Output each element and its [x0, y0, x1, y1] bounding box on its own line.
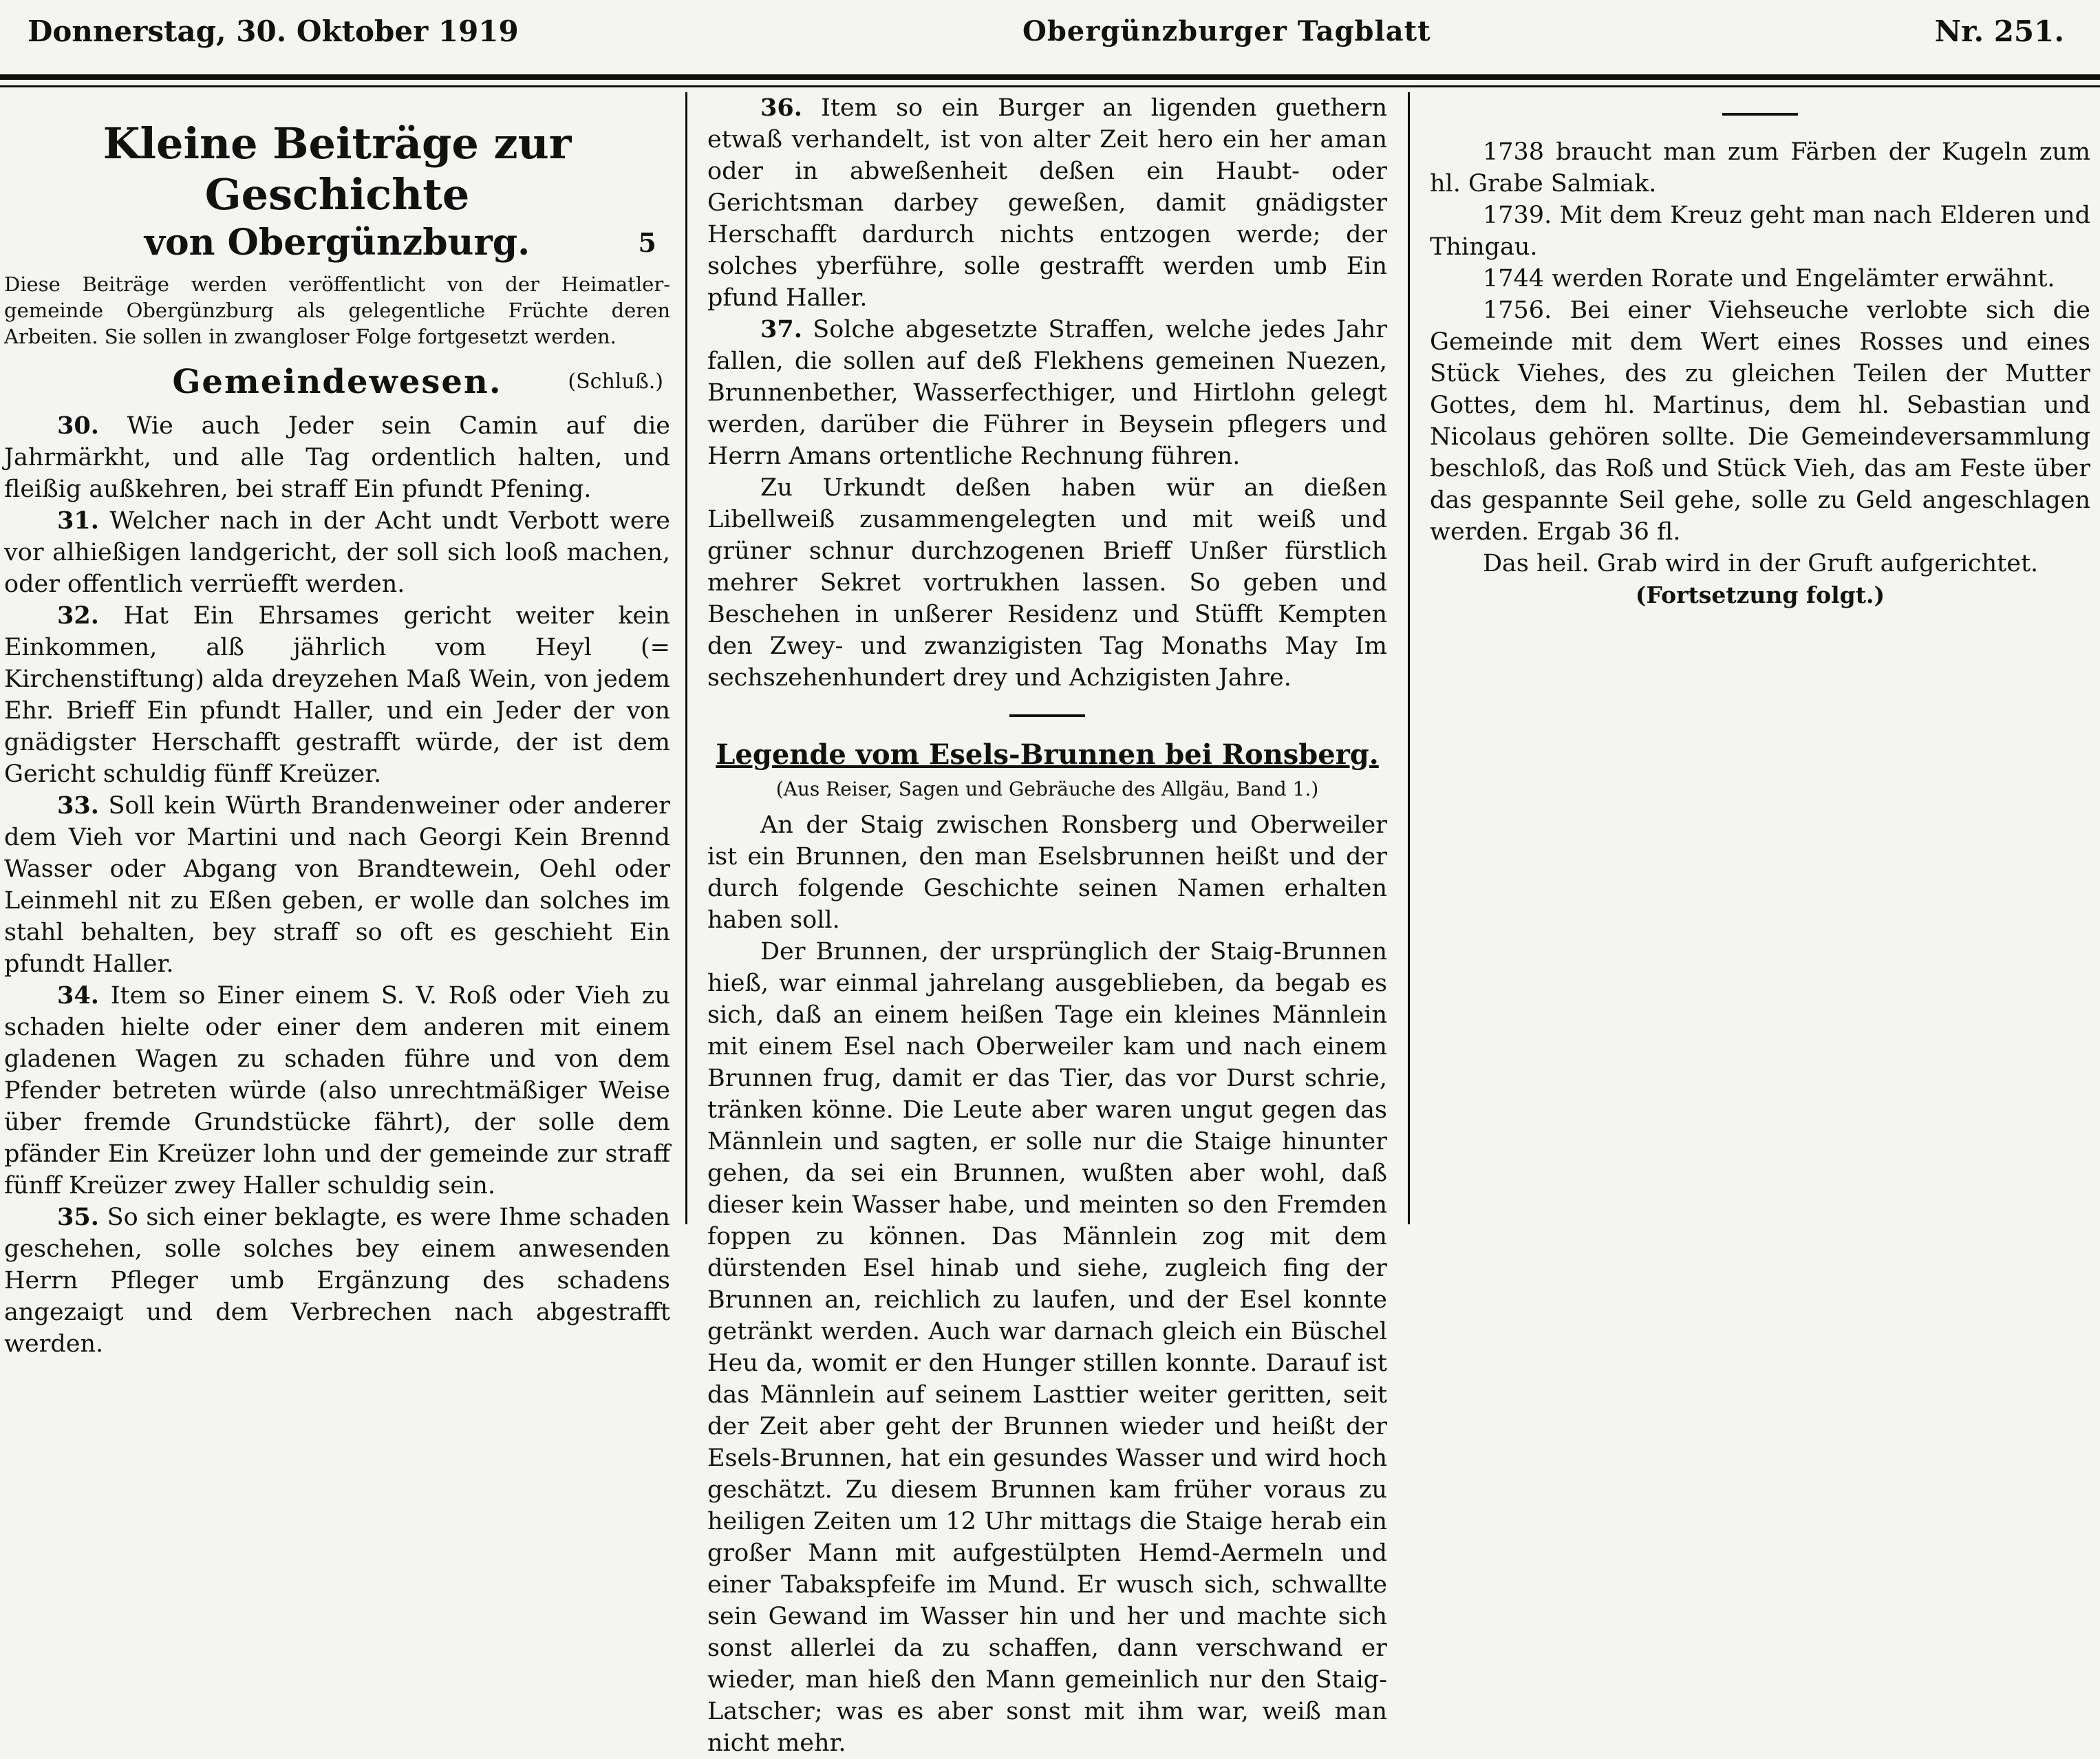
paragraph-text: Hat Ein Ehrsames gericht weiter kein Einkommen, alß jährlich vom Heyl (= Kirchenstiftung) alda dreyzehen Maß Wein, von jedem Ehr. Brieff Ein pfundt Haller, und ein Jeder der von gnädigster Herschafft gestrafft würde, der ist dem Gericht schuldig fünff Kreüzer. [4, 602, 670, 788]
masthead-issue-number: Nr. 251. [1934, 14, 2064, 48]
article-paragraph [4, 980, 670, 1202]
article-paragraph [707, 92, 1387, 314]
section-heading-row [4, 363, 670, 401]
masthead-rule-thin [0, 85, 2100, 87]
article-paragraph [4, 410, 670, 505]
column-1 [4, 92, 670, 1358]
paragraph-number: 37. [760, 315, 802, 343]
masthead [28, 7, 2064, 55]
chronicle-entry: 1756. Bei einer Viehseuche verlobte sich die Gemeinde mit dem Wert eines Rosses und eines Stück Viehes, des zu gleichen Teilen der Mutter Gottes, dem hl. Martinus, dem hl. Sebastian und Nicolaus gehören sollte. Die Gemeindeversammlung beschloß, das Roß und Stück Vieh, das am Feste über das gespannte Seil gehe, solle zu Geld angeschlagen werden. Ergab 36 fl. [1430, 297, 2090, 546]
chronicle-entry: 1738 braucht man zum Färben der Kugeln zum hl. Grabe Salmiak. [1430, 138, 2090, 198]
article-paragraph [4, 505, 670, 600]
paragraph-text: Item so Einer einem S. V. Roß oder Vieh zu schaden hielte oder einer dem anderen mit einem gladenen Wagen zu schaden führe und von dem Pfender betreten würde (also unrechtmäßiger Weise über fremde Grundstücke fährt), der solle dem pfänder Ein Kreüzer lohn und der gemeinde zur straff fünff Kreüzer zwey Haller schuldig sein. [4, 982, 670, 1200]
paragraph-number: 32. [57, 601, 99, 630]
paragraph-text: Zu Urkundt deßen haben wür an dießen Libellweiß zusammengelegten und mit weiß und grüner schnur durchzogenen Brieff Unßer fürstlich mehrer Sekret vortrukhen lassen. So geben und Beschehen in unßerer Residenz und Stüfft Kempten den Zwey- und zwanzigisten Tag Monaths May Im sechszehenhundert drey und Achzigisten Jahre. [707, 474, 1387, 692]
article-intro: Diese Beiträge werden veröffentlicht von der Heimatler-gemeinde Obergünzburg als gelegentliche Früchte deren Arbeiten. Sie sollen in zwangloser Folge fortgesetzt werden. [4, 273, 670, 348]
section-title: Gemeindewesen. [172, 363, 502, 401]
masthead-rule-thick [0, 74, 2100, 80]
paragraph-number: 35. [57, 1203, 99, 1231]
paragraph-text: Wie auch Jeder sein Camin auf die Jahrmärkht, und alle Tag ordentlich halten, und fleißig außkehren, bei straff Ein pfundt Pfening. [4, 412, 670, 503]
column-divider [685, 92, 687, 1224]
article-paragraph [4, 1202, 670, 1360]
column-2 [707, 92, 1387, 1757]
article-part-number: 5 [638, 227, 656, 258]
article-title: Kleine Beiträge zur Geschichte [103, 118, 572, 220]
paragraph-number: 36. [760, 94, 802, 122]
paragraph-number: 33. [57, 791, 99, 820]
paragraph-number: 31. [57, 507, 99, 535]
masthead-paper-name: Obergünzburger Tagblatt [1022, 14, 1431, 47]
legend-title: Legende vom Esels-Brunnen bei Ronsberg. [716, 738, 1379, 771]
article-closing-paragraph [707, 472, 1387, 694]
article-paragraph [4, 790, 670, 980]
paragraph-number: 30. [57, 412, 99, 440]
column-divider [1408, 92, 1410, 1224]
paragraph-text: Welcher nach in der Acht undt Verbott were vor alhießigen landgericht, der soll sich looß machen, oder offentlich verrüefft werden. [4, 507, 670, 598]
article-paragraph [4, 600, 670, 790]
legend-paragraph: Der Brunnen, der ursprünglich der Staig-Brunnen hieß, war einmal jahrelang ausgeblieben, da begab es sich, daß an einem heißen Tage ein kleines Männlein mit einem Esel nach Oberweiler kam und nach einem Brunnen frug, damit er das Tier, das vor Durst schrie, tränken könne. Die Leute aber waren ungut gegen das Männlein und sagten, er solle nur die Staige hinunter gehen, da sei ein Brunnen, wußten aber wohl, daß dieser kein Wasser habe, und meinten so den Fremden foppen zu können. Das Männlein zog mit dem dürstenden Esel hinab und siehe, zugleich fing der Brunnen an, reichlich zu laufen, und der Esel konnte getränkt werden. Auch war darnach gleich ein Büschel Heu da, womit er den Hunger stillen konnte. Darauf ist das Männlein auf seinem Lasttier weiter geritten, seit der Zeit aber geht der Brunnen wieder und heißt der Esels-Brunnen, hat ein gesundes Wasser und wird hoch geschätzt. Zu diesem Brunnen kam früher voraus zu heiligen Zeiten um 12 Uhr mittags die Staige herab ein großer Mann mit aufgestülpten Hemd-Aermeln und einer Tabakspfeife im Mund. Er wusch sich, schwallte sein Gewand im Wasser hin und her und machte sich sonst allerlei da zu schaffen, dann verschwand er wieder, man hieß den Mann gemeinlich nur den Staig-Latscher; was es aber sonst mit ihm war, weiß man nicht mehr. [707, 938, 1387, 1757]
chronicle-entry: 1739. Mit dem Kreuz geht man nach Elderen und Thingau. [1430, 202, 2090, 261]
continuation-note: (Fortsetzung folgt.) [1635, 582, 1885, 608]
section-separator [1009, 714, 1085, 717]
paragraph-text: So sich einer beklagte, es were Ihme schaden geschehen, solle solches bey einem anwesenden Herrn Pfleger umb Ergänzung des schadens angezaigt und dem Verbrechen nach abgestrafft werden. [4, 1204, 670, 1358]
paragraph-text: Solche abgesetzte Straffen, welche jedes Jahr fallen, die sollen auf deß Flekhens gemeinen Nuezen, Brunnenbether, Wasserfecthiger, und Hirtlohn gelegt werden, darüber die Führer in Beysein pflegers und Herrn Amans ortentliche Rechnung führen. [707, 316, 1387, 470]
masthead-date: Donnerstag, 30. Oktober 1919 [28, 14, 519, 48]
section-note: (Schluß.) [568, 370, 663, 394]
section-separator [1722, 113, 1798, 116]
chronicle-entry: 1744 werden Rorate und Engelämter erwähnt. [1483, 265, 2055, 292]
paragraph-text: Item so ein Burger an ligenden guethern etwaß verhandelt, ist von alter Zeit hero ein her aman oder in abweßenheit deßen ein Haubt- oder Gerichtsman darbey geweßen, damit gnädigster Herschafft dardurch nichts entzogen werde; der solches yberführe, solle gestrafft werden umb Ein pfund Haller. [707, 94, 1387, 312]
paragraph-text: Soll kein Würth Brandenweiner oder anderer dem Vieh vor Martini und nach Georgi Kein Brennd Wasser oder Abgang von Brandtewein, Oehl oder Leinmehl nit zu Eßen geben, er wolle dan solches im stahl behalten, bey straff so oft es geschieht Ein pfundt Haller. [4, 792, 670, 978]
legend-source: (Aus Reiser, Sagen und Gebräuche des Allgäu, Band 1.) [775, 778, 1319, 800]
paragraph-number: 34. [57, 981, 99, 1010]
article-subtitle: von Obergünzburg. [144, 222, 531, 264]
legend-paragraph: An der Staig zwischen Ronsberg und Oberweiler ist ein Brunnen, den man Eselsbrunnen heißt und der durch folgende Geschichte seinen Namen erhalten haben soll. [707, 811, 1387, 934]
column-3 [1430, 92, 2090, 1223]
chronicle-entry: Das heil. Grab wird in der Gruft aufgerichtet. [1483, 550, 2039, 577]
article-subtitle-row [4, 222, 670, 264]
article-paragraph [707, 314, 1387, 472]
